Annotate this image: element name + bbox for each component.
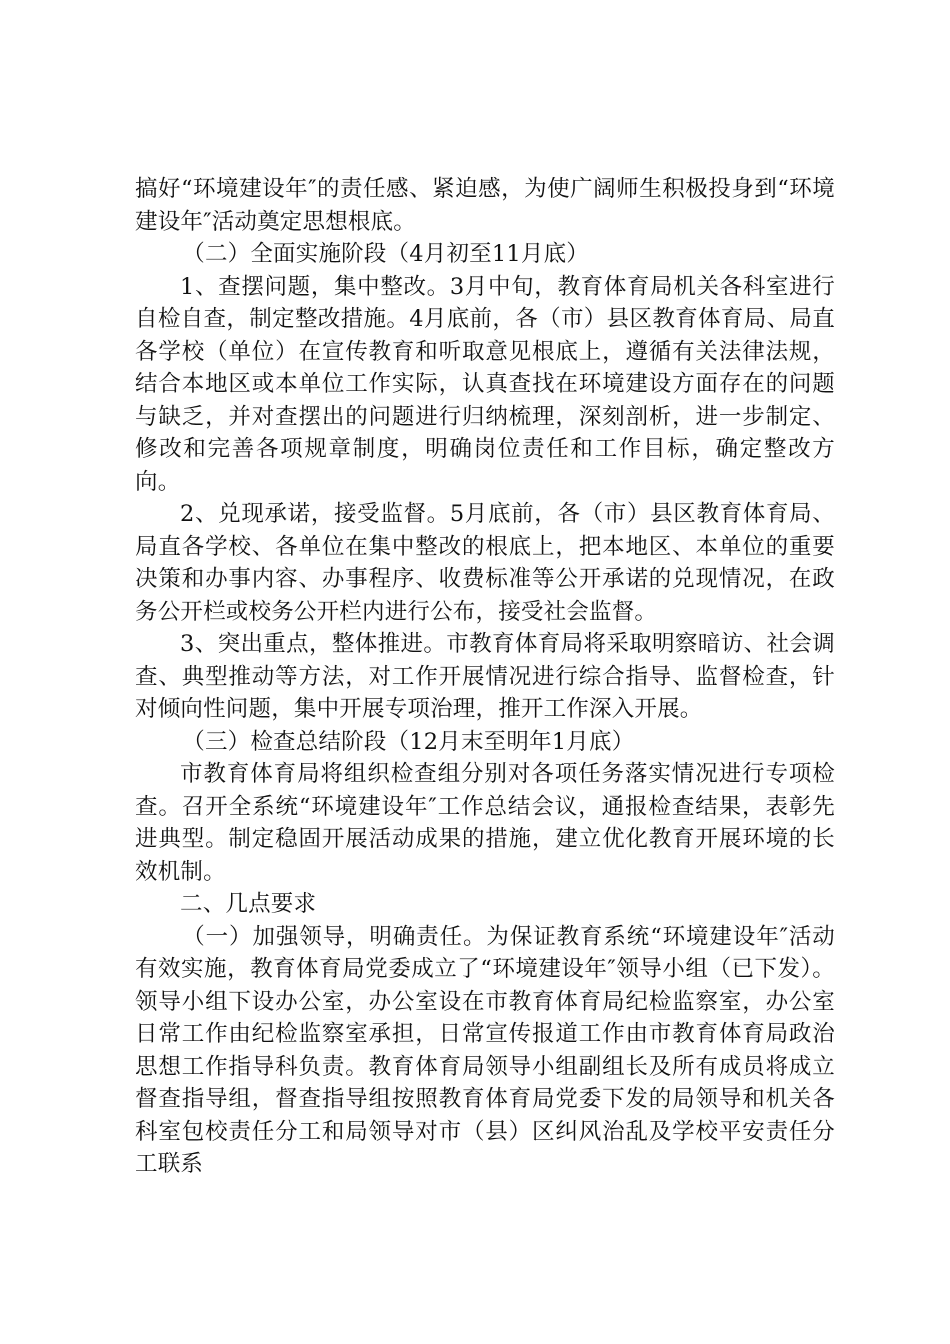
paragraph-phase-three: 市教育体育局将组织检查组分别对各项任务落实情况进行专项检查。召开全系统“环境建设年″工作总结会议，通报检查结果，表彰先进典型。制定稳固开展活动成果的措施，建立优化教育开展环境的长效机制。 bbox=[135, 761, 835, 885]
document-body bbox=[135, 173, 835, 1181]
paragraph-item-3: 3、突出重点，整体推进。市教育体育局将采取明察暗访、社会调查、典型推动等方法，对工作开展情况进行综合指导、监督检查，针对倾向性问题，集中开展专项治理，推开工作深入开展。 bbox=[135, 631, 835, 722]
heading-requirements: 二、几点要求 bbox=[180, 891, 317, 917]
paragraph-continuation: 搞好“环境建设年″的责任感、紧迫感，为使广阔师生积极投身到“环境建设年″活动奠定思想根底。 bbox=[135, 176, 835, 235]
paragraph-item-2: 2、兑现承诺，接受监督。5月底前，各（市）县区教育体育局、局直各学校、各单位在集中整改的根底上，把本地区、本单位的重要决策和办事内容、办事程序、收费标准等公开承诺的兑现情况，在政务公开栏或校务公开栏内进行公布，接受社会监督。 bbox=[135, 501, 835, 625]
heading-phase-three: （三）检查总结阶段（12月末至明年1月底） bbox=[182, 728, 635, 755]
heading-phase-two: （二）全面实施阶段（4月初至11月底） bbox=[182, 241, 589, 267]
paragraph-requirement-1: （一）加强领导，明确责任。为保证教育系统“环境建设年″活动有效实施，教育体育局党委成立了“环境建设年″领导小组（已下发）。领导小组下设办公室，办公室设在市教育体育局纪检监察室，办公室日常工作由纪检监察室承担，日常宣传报道工作由市教育体育局政治思想工作指导科负责。教育体育局领导小组副组长及所有成员将成立督查指导组，督查指导组按照教育体育局党委下发的局领导和机关各科室包校责任分工和局领导对市（县）区纠风治乱及学校平安责任分工联系 bbox=[135, 923, 835, 1177]
paragraph-item-1: 1、查摆问题，集中整改。3月中旬，教育体育局机关各科室进行自检自查，制定整改措施。4月底前，各（市）县区教育体育局、局直各学校（单位）在宣传教育和听取意见根底上，遵循有关法律法规，结合本地区或本单位工作实际，认真查找在环境建设方面存在的问题与缺乏，并对查摆出的问题进行归纳梳理，深刻剖析，进一步制定、修改和完善各项规章制度，明确岗位责任和工作目标，确定整改方向。 bbox=[135, 273, 835, 495]
